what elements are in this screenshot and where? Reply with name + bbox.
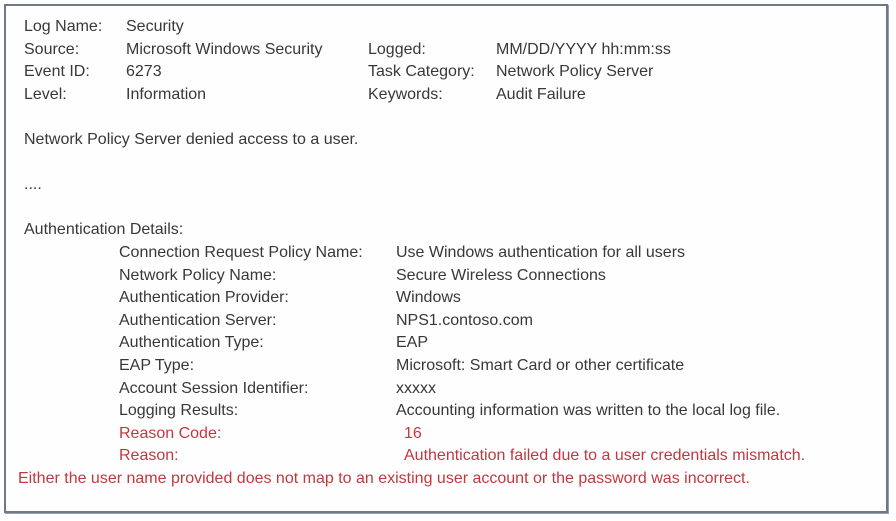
detail-row-authentication-server <box>119 310 874 333</box>
detail-value: xxxxx <box>396 379 436 397</box>
detail-row-authentication-provider <box>119 287 874 310</box>
detail-value: 16 <box>404 424 422 442</box>
keywords-value: Audit Failure <box>496 85 586 103</box>
detail-label: EAP Type: <box>119 356 195 374</box>
source-label: Source: <box>24 40 80 58</box>
header-row-source <box>24 39 874 62</box>
level-value: Information <box>126 85 207 103</box>
header-row-level <box>24 84 874 107</box>
blank-line <box>24 197 874 220</box>
detail-label: Reason Code: <box>119 424 222 442</box>
detail-row-authentication-type <box>119 332 874 355</box>
detail-value: Authentication failed due to a user credentials mismatch. <box>404 447 806 465</box>
detail-value: Accounting information was written to the local log file. <box>396 402 781 420</box>
authentication-details-title: Authentication Details: <box>24 221 184 239</box>
keywords-label: Keywords: <box>368 85 443 103</box>
detail-label: Authentication Provider: <box>119 289 289 307</box>
ellipsis-line: .... <box>24 176 42 194</box>
detail-label: Network Policy Name: <box>119 266 277 284</box>
log-name-value: Security <box>126 18 184 35</box>
source-value: Microsoft Windows Security <box>126 40 323 58</box>
detail-label: Logging Results: <box>119 402 239 420</box>
detail-label: Authentication Server: <box>119 311 277 329</box>
blank-line <box>24 106 874 129</box>
task-category-label: Task Category: <box>368 63 475 81</box>
event-description: Network Policy Server denied access to a user. <box>24 130 359 148</box>
detail-value: Secure Wireless Connections <box>396 266 606 284</box>
logged-value: MM/DD/YYYY hh:mm:ss <box>496 40 671 58</box>
logged-label: Logged: <box>368 40 426 58</box>
detail-row-connection-request-policy <box>119 242 874 265</box>
reason-footer-note: Either the user name provided does not map to an existing user account or the password was incorrect. <box>18 469 750 487</box>
task-category-value: Network Policy Server <box>496 63 654 81</box>
detail-row-eap-type <box>119 355 874 378</box>
detail-value: Microsoft: Smart Card or other certificate <box>396 356 685 374</box>
level-label: Level: <box>24 85 67 103</box>
detail-label: Connection Request Policy Name: <box>119 243 363 261</box>
detail-row-network-policy-name <box>119 265 874 288</box>
detail-value: EAP <box>396 334 429 352</box>
detail-value: Windows <box>396 289 461 307</box>
detail-row-logging-results <box>119 400 874 423</box>
header-row-event-id <box>24 61 874 84</box>
detail-value: NPS1.contoso.com <box>396 311 533 329</box>
log-name-label: Log Name: <box>24 18 103 35</box>
detail-row-account-session-identifier <box>119 378 874 401</box>
detail-value: Use Windows authentication for all users <box>396 243 686 261</box>
event-id-value: 6273 <box>126 63 162 81</box>
header-row-log-name <box>24 16 874 39</box>
blank-line <box>24 152 874 175</box>
detail-row-reason <box>119 445 874 468</box>
detail-row-reason-code <box>119 423 874 446</box>
detail-label: Account Session Identifier: <box>119 379 309 397</box>
event-log-panel <box>4 4 888 513</box>
detail-label: Reason: <box>119 447 179 465</box>
detail-label: Authentication Type: <box>119 334 264 352</box>
event-id-label: Event ID: <box>24 63 90 81</box>
